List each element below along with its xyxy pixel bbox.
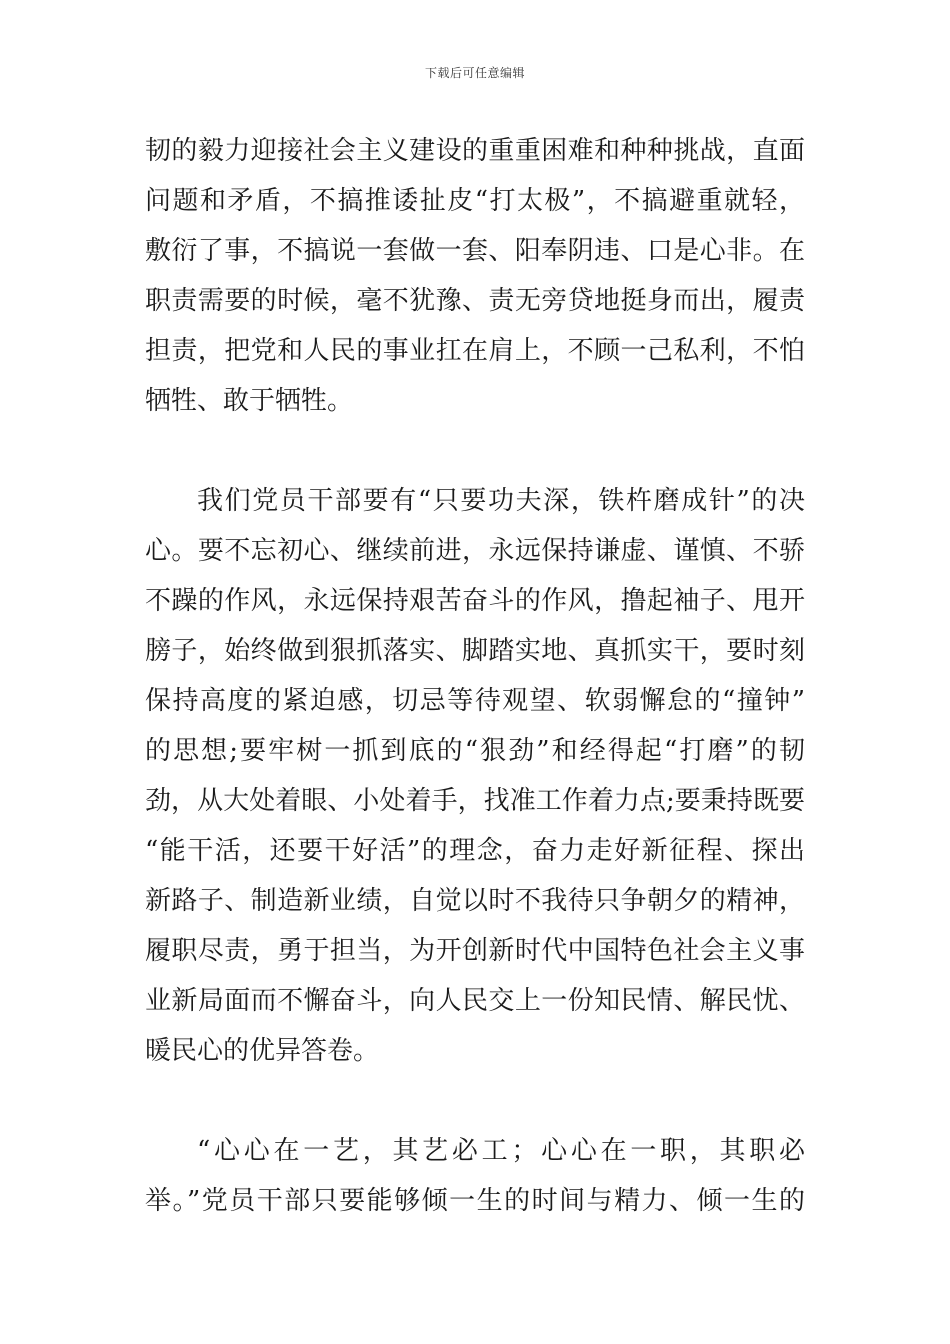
text-line: 举。”党员干部只要能够倾一生的时间与精力、倾一生的 (145, 1186, 805, 1216)
text-line: 牺牲、敢于牺牲。 (145, 386, 354, 416)
text-line: 新路子、制造新业绩，自觉以时不我待只争朝夕的精神， (145, 886, 805, 916)
text-line: 职责需要的时候，毫不犹豫、责无旁贷地挺身而出，履责 (145, 286, 805, 316)
text-line: 暖民心的优异答卷。 (145, 1036, 380, 1066)
text-line: “能干活，还要干好活”的理念，奋力走好新征程、探出 (145, 836, 805, 866)
text-line: 业新局面而不懈奋斗，向人民交上一份知民情、解民忧、 (145, 986, 805, 1016)
paragraph-gap (145, 426, 805, 476)
text-line: 担责，把党和人民的事业扛在肩上，不顾一己私利，不怕 (145, 336, 805, 366)
paragraph-gap (145, 1076, 805, 1126)
text-line: 敷衍了事，不搞说一套做一套、阳奉阴违、口是心非。在 (145, 236, 805, 266)
paragraph-3 (145, 1126, 805, 1226)
document-body (145, 126, 805, 1226)
page-header-note: 下载后可任意编辑 (424, 66, 525, 80)
text-line: 劲，从大处着眼、小处着手，找准工作着力点;要秉持既要 (145, 786, 805, 816)
text-line: 问题和矛盾，不搞推诿扯皮“打太极”，不搞避重就轻， (145, 186, 805, 216)
text-line: 保持高度的紧迫感，切忌等待观望、软弱懈怠的“撞钟” (145, 686, 805, 716)
text-line: 不躁的作风，永远保持艰苦奋斗的作风，撸起袖子、甩开 (145, 586, 805, 616)
text-line: 的思想;要牢树一抓到底的“狠劲”和经得起“打磨”的韧 (145, 736, 805, 766)
text-line: 我们党员干部要有“只要功夫深，铁杵磨成针”的决 (197, 486, 805, 516)
text-line: “心心在一艺，其艺必工；心心在一职，其职必 (197, 1136, 805, 1166)
paragraph-1 (145, 126, 805, 426)
text-line: 膀子，始终做到狠抓落实、脚踏实地、真抓实干，要时刻 (145, 636, 805, 666)
paragraph-2 (145, 476, 805, 1076)
text-line: 心。要不忘初心、继续前进，永远保持谦虚、谨慎、不骄 (145, 536, 805, 566)
text-line: 履职尽责，勇于担当，为开创新时代中国特色社会主义事 (145, 936, 805, 966)
text-line: 韧的毅力迎接社会主义建设的重重困难和种种挑战，直面 (145, 136, 805, 166)
